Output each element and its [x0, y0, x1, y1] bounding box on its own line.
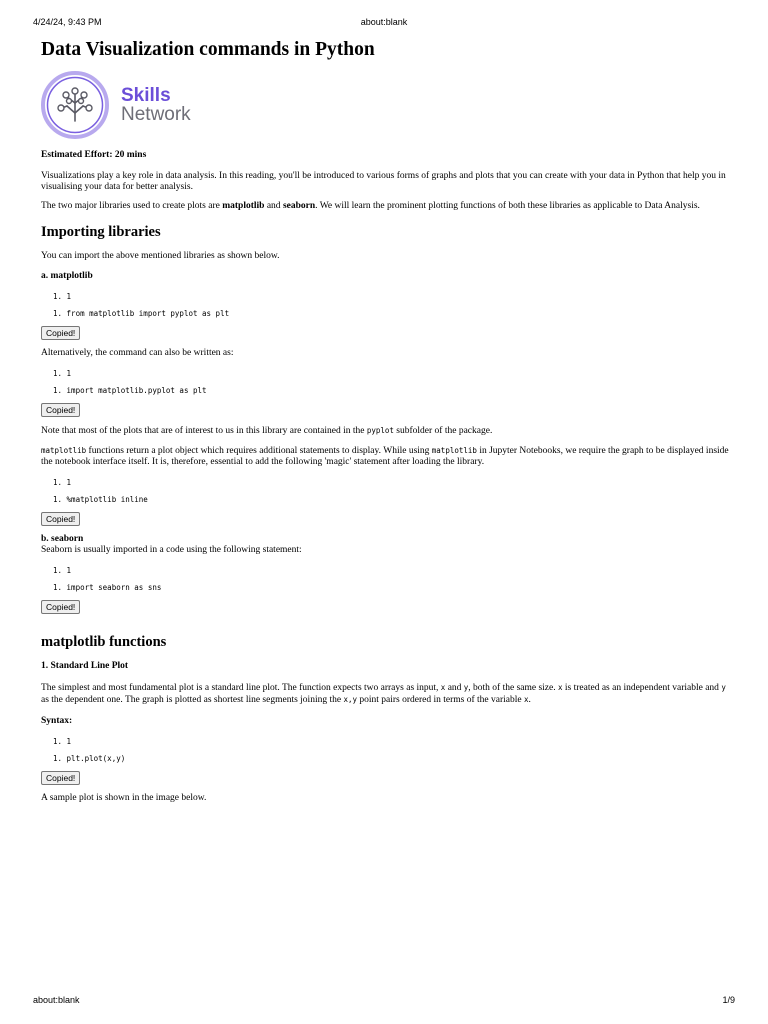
alternative-text: Alternatively, the command can also be written as: [41, 348, 234, 358]
var-x: x [440, 683, 446, 692]
code-line-number: 1. 1 [53, 737, 72, 746]
code-line-number: 1. 1 [53, 566, 72, 575]
print-header [33, 17, 735, 29]
page-number: 1/9 [722, 995, 735, 1005]
logo-line-2: Network [121, 104, 191, 125]
print-url: about:blank [33, 995, 80, 1005]
skills-network-logo [41, 70, 729, 140]
sample-plot-text: A sample plot is shown in the image below. [41, 793, 207, 803]
libraries-paragraph [41, 201, 729, 212]
document-content [41, 38, 729, 813]
estimated-effort: Estimated Effort: 20 mins [41, 150, 147, 160]
code-line: 1. %matplotlib inline [53, 495, 148, 504]
libraries-text-3: . We will learn the prominent plotting functions of both these libraries as applicable to Data Analysis. [315, 201, 700, 211]
code-block-matplotlib-import [41, 292, 729, 319]
copy-button[interactable]: Copied! [41, 512, 80, 526]
page-title: Data Visualization commands in Python [41, 39, 375, 60]
code-block-pyplot-import [41, 369, 729, 396]
code-line-number: 1. 1 [53, 292, 72, 301]
pyplot-note [41, 425, 729, 437]
desc-text: is treated as an independent variable and [562, 683, 722, 693]
seaborn-term: seaborn [282, 201, 316, 211]
magic-text-2: in Jupyter Notebooks, we require the graph to be displayed inside the notebook interface itself. It is, therefore, essential to add the following 'magic' statement after loading the library. [41, 446, 729, 467]
var-xy: x,y [343, 695, 357, 704]
var-y: y [721, 683, 726, 692]
note-text-1: Note that most of the plots that are of interest to us in this library are contained in the [41, 426, 367, 436]
code-line-number: 1. 1 [53, 369, 72, 378]
code-line: 1. import matplotlib.pyplot as plt [53, 386, 207, 395]
print-title: about:blank [360, 17, 408, 27]
var-y: y [463, 683, 469, 692]
line-plot-subheading: 1. Standard Line Plot [41, 661, 129, 671]
code-block-magic [41, 478, 729, 505]
importing-intro: You can import the above mentioned libraries as shown below. [41, 251, 280, 261]
magic-statement-paragraph [41, 445, 729, 468]
desc-text: and [445, 683, 464, 693]
matplotlib-subheading: a. matplotlib [41, 271, 93, 281]
seaborn-text: Seaborn is usually imported in a code using the following statement: [41, 545, 302, 555]
copy-button[interactable]: Copied! [41, 326, 80, 340]
intro-paragraph: Visualizations play a key role in data analysis. In this reading, you'll be introduced to various forms of graphs and plots that you can create with your data in Python that help you in visualising your data for better analysis. [41, 171, 726, 192]
copy-button[interactable]: Copied! [41, 403, 80, 417]
print-datetime: 4/24/24, 9:43 PM [33, 17, 102, 27]
desc-text: , both of the same size. [468, 683, 558, 693]
print-footer [33, 995, 735, 1007]
var-x: x [524, 695, 529, 704]
magic-text-1: functions return a plot object which requires additional statements to display. While using [86, 446, 432, 456]
seaborn-subheading: b. seaborn [41, 534, 84, 544]
syntax-label: Syntax: [41, 716, 73, 726]
copy-button[interactable]: Copied! [41, 600, 80, 614]
copy-button[interactable]: Copied! [41, 771, 80, 785]
code-line: 1. from matplotlib import pyplot as plt [53, 309, 230, 318]
code-line: 1. plt.plot(x,y) [53, 754, 126, 763]
functions-heading: matplotlib functions [41, 634, 167, 650]
line-plot-description [41, 682, 729, 706]
matplotlib-code-2: matplotlib [431, 446, 477, 455]
desc-text: The simplest and most fundamental plot is a standard line plot. The function expects two arrays as input, [41, 683, 441, 693]
code-block-seaborn-import [41, 566, 729, 593]
desc-text: point pairs ordered in terms of the variable [357, 695, 524, 705]
tree-network-icon [41, 71, 111, 139]
logo-line-1: Skills [121, 85, 171, 106]
desc-text: . [528, 695, 531, 705]
code-line: 1. import seaborn as sns [53, 583, 162, 592]
code-line-number: 1. 1 [53, 478, 72, 487]
pyplot-code: pyplot [366, 426, 394, 435]
desc-text: as the dependent one. The graph is plotted as shortest line segments joining the [41, 695, 344, 705]
code-block-plot [41, 737, 729, 764]
matplotlib-term: matplotlib [222, 201, 265, 211]
var-x: x [558, 683, 563, 692]
matplotlib-code-1: matplotlib [41, 446, 87, 455]
libraries-text-2: and [264, 201, 283, 211]
note-text-2: subfolder of the package. [393, 426, 493, 436]
logo-wordmark [121, 86, 191, 124]
importing-heading: Importing libraries [41, 224, 161, 240]
libraries-text-1: The two major libraries used to create plots are [41, 201, 223, 211]
